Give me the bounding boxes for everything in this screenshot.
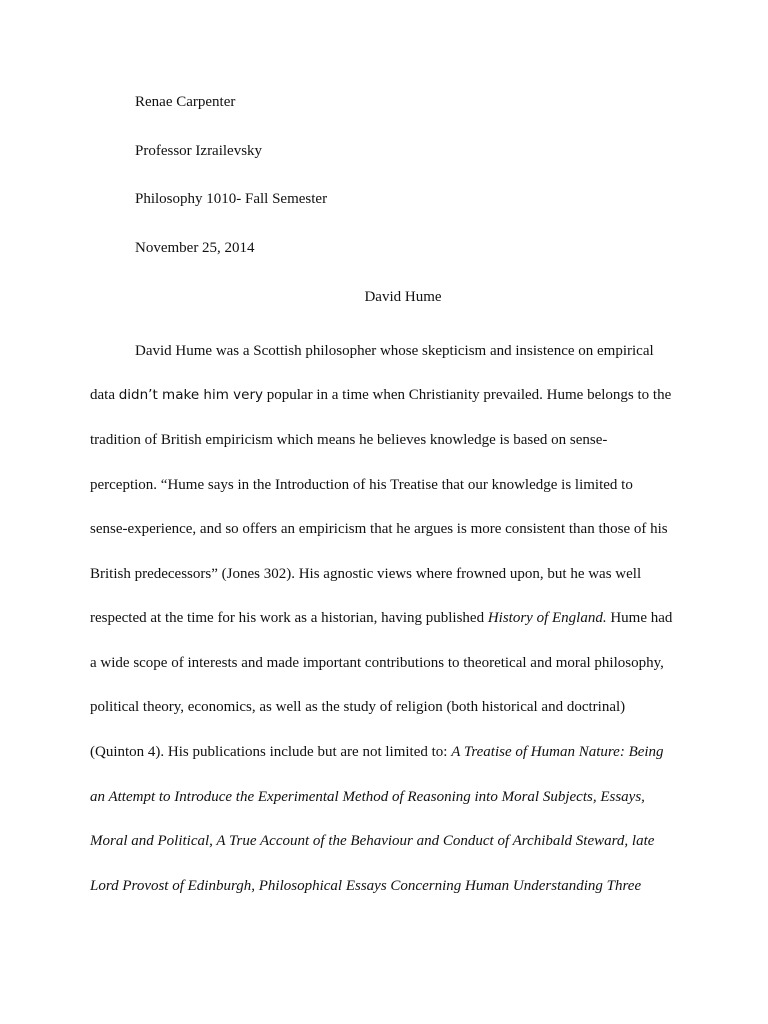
course-name: Philosophy 1010- Fall Semester (135, 191, 328, 207)
body-line-11 (90, 787, 645, 807)
essay-date: November 25, 2014 (135, 240, 255, 256)
author-name: Renae Carpenter (135, 94, 236, 110)
body-line-12 (90, 831, 654, 851)
essay-title: David Hume (364, 289, 442, 305)
body-line-10 (90, 742, 664, 762)
body-line-8: a wide scope of interests and made important contributions to theoretical and moral philosophy, (90, 655, 664, 671)
body-line-3: tradition of British empiricism which means he believes knowledge is based on sense- (90, 432, 608, 448)
body-line-9: political theory, economics, as well as the study of religion (both historical and doctrinal) (90, 699, 626, 715)
body-line-7-end: Hume had (606, 610, 673, 626)
body-line-11-italic: an Attempt to Introduce the Experimental Method of Reasoning into Moral Subjects, Essays, (90, 789, 645, 805)
body-line-4: perception. “Hume says in the Introduction of his Treatise that our knowledge is limited to (90, 477, 633, 493)
body-line-1: David Hume was a Scottish philosopher whose skepticism and insistence on empirical (135, 343, 654, 359)
body-line-10-italic: A Treatise of Human Nature: Being (451, 744, 664, 760)
body-line-12-italic: Moral and Political, A True Account of the Behaviour and Conduct of Archibald Steward, late (90, 833, 655, 849)
book-title-history-of-england: History of England. (487, 610, 607, 626)
professor-name: Professor Izrailevsky (135, 143, 263, 159)
body-line-10-start: (Quinton 4). His publications include but are not limited to: (90, 744, 452, 760)
body-line-2-end: popular in a time when Christianity prevailed. Hume belongs to the (263, 387, 672, 403)
body-line-2-sans-fragment: didn’t make him very (118, 387, 263, 403)
body-line-2-start: data (90, 387, 119, 403)
body-line-13-italic: Lord Provost of Edinburgh, Philosophical Essays Concerning Human Understanding Three (90, 878, 642, 894)
body-line-13 (90, 876, 641, 896)
body-line-7-start: respected at the time for his work as a historian, having published (90, 610, 488, 626)
body-line-5: sense-experience, and so offers an empiricism that he argues is more consistent than those of his (90, 521, 668, 537)
body-line-6: British predecessors” (Jones 302). His agnostic views where frowned upon, but he was well (90, 566, 642, 582)
body-line-2 (90, 385, 671, 405)
body-line-7 (90, 608, 672, 628)
